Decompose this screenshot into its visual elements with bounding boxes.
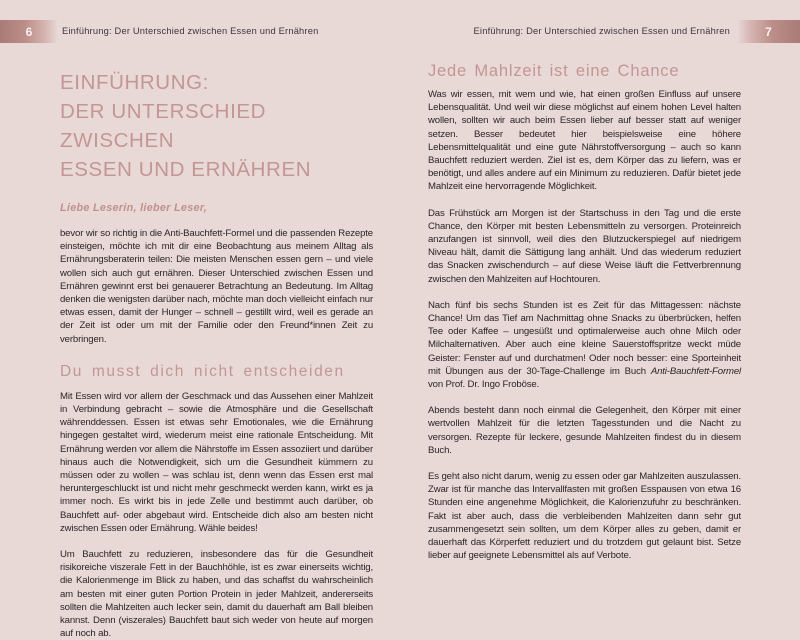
greeting-line: Liebe Leserin, lieber Leser, <box>60 202 208 214</box>
right-page-number-badge <box>737 20 800 43</box>
right-paragraph-1: Was wir essen, mit wem und wie, hat einen großen Einfluss auf unsere Lebensqualität. Und weil wir diese möglichst auf einem hohen Level halten wollen, sollten wir auch beim Essen lieber auf besser statt auf weniger setzen. Besser bedeutet hier beispielsweise eine höhere Lebensmittelqualität und eine gute Nährstoffversorgung – auch so kann Bauchfett reduziert werden. Ziel ist es, dem Körper das zu liefern, was er benötigt, und alles andere auf ein Minimum zu reduzieren. Dafür bietet jede Mahlzeit eine hervorragende Möglichkeit. <box>428 89 741 193</box>
left-paragraph-1: bevor wir so richtig in die Anti-Bauchfett-Formel und die passenden Rezepte einsteigen, möchte ich mit dir eine Beobachtung aus meinem Alltag als Ernährungsberaterin teilen: Die meisten Menschen essen gern – und viele wollen sich auch gut ernähren. Dieser Unterschied zwischen Essen und Ernähren gewinnt erst bei genauerer Betrachtung an Bedeutung. Im Alltag denken die wenigsten darüber nach, möchte man doch vielleicht einfach nur etwas essen, damit der Hunger – schnell – gestillt wird, weil es gerade an der Zeit ist oder um mit der Familie oder den Freund*innen Zeit zu verbringen. <box>60 228 373 345</box>
right-paragraph-4: Abends besteht dann noch einmal die Gelegenheit, den Körper mit einer wertvollen Mahlzeit für die letzten Tagesstunden und die Nacht zu versorgen. Rezepte für leckere, gesunde Mahlzeiten findest du in diesem Buch. <box>428 405 741 456</box>
left-page-number: 6 <box>25 24 33 39</box>
chapter-title-line-3: ESSEN UND ERNÄHREN <box>60 158 312 181</box>
left-page-column <box>60 68 373 640</box>
right-paragraph-3-text: Nach fünf bis sechs Stunden ist es Zeit für das Mittagessen: nächste Chance! Um das Tief am Nachmittag ohne Snacks zu überbrücken, helfen Tee oder Kaffee – ungesüßt und optimalerweise auch ohne Milch oder Milchalternativen. Aber auch eine kleine Sauerstoffspritze weckt müde Geister: Fenster auf und durchatmen! Oder noch besser: eine Sporteinheit mit Übungen aus der 30-Tage-Challenge im Buch <box>428 299 741 377</box>
left-paragraph-3: Um Bauchfett zu reduzieren, insbesondere das für die Gesundheit risikoreiche viszerale Fett in der Bauchhöhle, ist es zwar einerseits wichtig, die Kalorienmenge im Blick zu haben, und das schaffst du wahrscheinlich am besten mit einer guten Portion Protein in jeder Mahlzeit, andererseits sollten die Mahlzeiten auch lecker sein, damit du dauerhaft am Ball bleiben kannst. Denn (viszerales) Bauchfett baut sich weder von heute auf morgen auf noch ab. <box>60 549 373 640</box>
left-page-number-badge <box>0 20 58 43</box>
left-running-head: Einführung: Der Unterschied zwischen Essen und Ernähren <box>62 26 319 36</box>
left-paragraph-2: Mit Essen wird vor allem der Geschmack und das Aussehen einer Mahlzeit in Verbindung gebracht – sowie die Atmosphäre und die Gesellschaft währenddessen. Essen ist etwas sehr Emotionales, wie die Ernährung hingegen gestaltet wird, wiederum meist eine rationale Entscheidung. Mit Ernährung werden vor allem die Nährstoffe im Essen assoziiert und darüber hinaus auch die Notwendigkeit, sich um die Gesundheit kümmern zu müssen oder zu wollen – was schlau ist, denn wenn das Essen erst mal heruntergeschluckt ist und nicht mehr geschmeckt werden kann, wirkt es ja immer noch. Es wirkt bis in jede Zelle und bestimmt auch darüber, ob Bauchfett auf- oder abgebaut wird. Entscheide dich also am besten nicht zwischen Essen oder Ernährung. Wähle beides! <box>60 390 373 534</box>
right-page-number: 7 <box>765 24 772 39</box>
chapter-title-line-1: EINFÜHRUNG: <box>60 71 209 94</box>
section-subheading: Du musst dich nicht entscheiden <box>60 362 345 380</box>
chapter-title <box>60 68 373 184</box>
chapter-title-line-2: DER UNTERSCHIED ZWISCHEN <box>60 100 267 152</box>
section-heading: Jede Mahlzeit ist eine Chance <box>428 62 680 80</box>
right-paragraph-2: Das Frühstück am Morgen ist der Startschuss in den Tag und die erste Chance, den Körper mit besten Lebensmitteln zu versorgen. Proteinreich anzufangen ist sinnvoll, weil dies den Blutzuckerspiegel auf niedrigem Niveau hält, damit die Sättigung lang anhält. Und das wiederum reduziert das Snacken zwischendurch – auf diese Weise läuft die Fettverbrennung zwischen den Mahlzeiten auf Hochtouren. <box>428 207 741 285</box>
right-page-column <box>428 62 741 563</box>
book-title-italic: Anti-Bauchfett-Formel <box>650 365 741 377</box>
right-paragraph-5: Es geht also nicht darum, wenig zu essen oder gar Mahlzeiten auszulassen. Zwar ist für manche das Intervallfasten mit großen Esspausen von etwa 16 Stunden eine angenehme Möglichkeit, die Kalorienzufuhr zu beschränken. Fakt ist aber auch, dass die verbleibenden Mahlzeiten dann sehr gut zusammengesetzt sein sollten, um dem Körper alles zu geben, damit er dauerhaft das Körperfett reduziert und du trotzdem gut gelaunt bist. Setze lieber auf geeignete Lebensmittel als auf Verbote. <box>428 471 741 562</box>
right-paragraph-3 <box>428 299 741 391</box>
right-paragraph-3-tail: von Prof. Dr. Ingo Froböse. <box>428 379 540 391</box>
right-running-head: Einführung: Der Unterschied zwischen Essen und Ernähren <box>473 26 730 36</box>
